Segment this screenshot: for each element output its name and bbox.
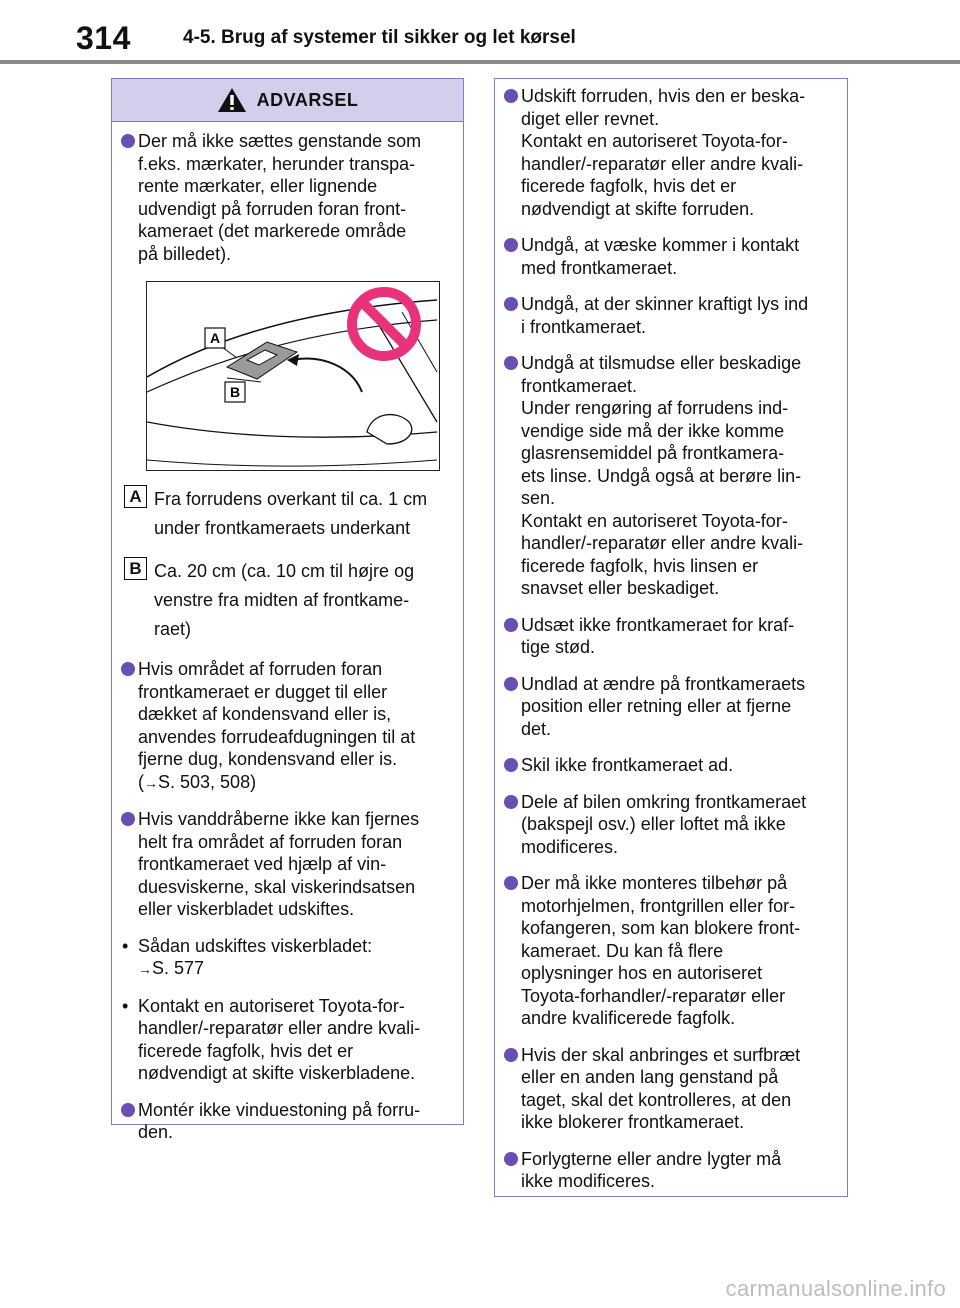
bullet-dot: [504, 1048, 518, 1062]
list-item: Hvis området af forruden foran frontkameraet er dugget til eller dækket af kondensvand eller is, anvendes forrudeafdugningen til at fjerne dug, kondensvand eller is. (→S. 503, 508): [112, 658, 463, 794]
legend-badge-b: B: [124, 557, 147, 580]
list-item: Forlygterne eller andre lygter må ikke modificeres.: [495, 1148, 847, 1193]
bullet-dot: [504, 876, 518, 890]
list-item: Dele af bilen omkring frontkameraet (bakspejl osv.) eller loftet må ikke modificeres.: [495, 791, 847, 859]
legend-item-b: B Ca. 20 cm (ca. 10 cm til højre og venstre fra midten af frontkame- raet): [118, 557, 463, 644]
list-item: Udskift forruden, hvis den er beska- diget eller revnet. Kontakt en autoriseret Toyota-for- handler/-reparatør eller andre kvali- ficerede fagfolk, hvis det er nødvendigt at skifte forruden.: [495, 85, 847, 220]
list-item: Montér ikke vinduestoning på forru- den.: [112, 1099, 463, 1144]
list-item: Hvis der skal anbringes et surfbræt eller en anden lang genstand på taget, skal det kontrolleres, at den ikke blokerer frontkameraet.: [495, 1044, 847, 1134]
list-item: Skil ikke frontkameraet ad.: [495, 754, 847, 777]
page-reference-link[interactable]: S. 503, 508): [158, 771, 257, 792]
legend-item-a: A Fra forrudens overkant til ca. 1 cm under frontkameraets underkant: [118, 485, 463, 543]
warning-box-right: [494, 78, 848, 1197]
bullet-dot: [504, 356, 518, 370]
bullet-dot: [504, 618, 518, 632]
sub-list-item: • Sådan udskiftes viskerbladet: →S. 577: [122, 935, 373, 978]
figure-label-a: A: [209, 330, 221, 346]
list-item: Der må ikke monteres tilbehør på motorhjelmen, frontgrillen eller for- kofangeren, som kan blokere front- kameraet. Du kan få flere oplysninger hos en autoriseret Toyota-forhandler/-reparatør eller andre kvalificerede fagfolk.: [495, 872, 847, 1030]
bullet-dot: [504, 1152, 518, 1166]
bullet-dot: [121, 812, 135, 826]
bullet-dot: [121, 134, 135, 148]
bullet-dot: [504, 89, 518, 103]
bullet-dot: [504, 677, 518, 691]
prohibition-icon: [352, 292, 416, 356]
warning-label: ADVARSEL: [256, 89, 359, 110]
windshield-camera-figure: [146, 281, 440, 471]
header-rule: [0, 60, 960, 64]
list-item: Undgå, at der skinner kraftigt lys ind i frontkameraet.: [495, 293, 847, 338]
figure-legend: [118, 485, 463, 644]
arrow-icon: →: [144, 774, 158, 791]
bullet-dot: [121, 662, 135, 676]
list-item: Hvis vanddråberne ikke kan fjernes helt fra området af forruden foran frontkameraet ved hjælp af vin- duesviskerne, skal viskerindsatsen eller viskerbladet udskiftes.: [112, 808, 463, 921]
bullet-dot: [504, 758, 518, 772]
list-item: Undgå, at væske kommer i kontakt med frontkameraet.: [495, 234, 847, 279]
figure-label-b: B: [229, 384, 241, 400]
bullet-dot: [504, 238, 518, 252]
bullet-dot: [121, 1103, 135, 1117]
page-number: 314: [76, 20, 131, 56]
list-item: Undlad at ændre på frontkameraets position eller retning eller at fjerne det.: [495, 673, 847, 741]
bullet-dot: [504, 795, 518, 809]
page-reference-link[interactable]: S. 577: [152, 958, 205, 978]
warning-triangle-icon: [217, 87, 247, 113]
arrow-icon: →: [138, 961, 152, 977]
list-item: Der må ikke sættes genstande som f.eks. mærkater, herunder transpa- rente mærkater, eller lignende udvendigt på forruden foran front- kameraet (det markerede område på billedet).: [112, 130, 463, 265]
watermark: carmanualsonline.info: [725, 1276, 946, 1301]
warning-header: [112, 79, 463, 122]
legend-badge-a: A: [124, 485, 147, 508]
list-item: Undgå at tilsmudse eller beskadige frontkameraet. Under rengøring af forrudens ind- vendige side må der ikke komme glasrensemiddel på frontkamera- ets linse. Undgå også at berøre lin- sen. Kontakt en autoriseret Toyota-for- handler/-reparatør eller andre kvali- ficerede fagfolk, hvis linsen er snavset eller beskadiget.: [495, 352, 847, 600]
warning-box-left: [111, 78, 464, 1142]
bullet-dot: [504, 297, 518, 311]
list-item: Udsæt ikke frontkameraet for kraf- tige stød.: [495, 614, 847, 659]
windshield-illustration: [147, 282, 438, 469]
sub-list-item: • Kontakt en autoriseret Toyota-for- handler/-reparatør eller andre kvali- ficerede fagfolk, hvis det er nødvendigt at skifte viskerbladene.: [122, 995, 421, 1083]
section-title: 4-5. Brug af systemer til sikker og let kørsel: [183, 27, 576, 48]
